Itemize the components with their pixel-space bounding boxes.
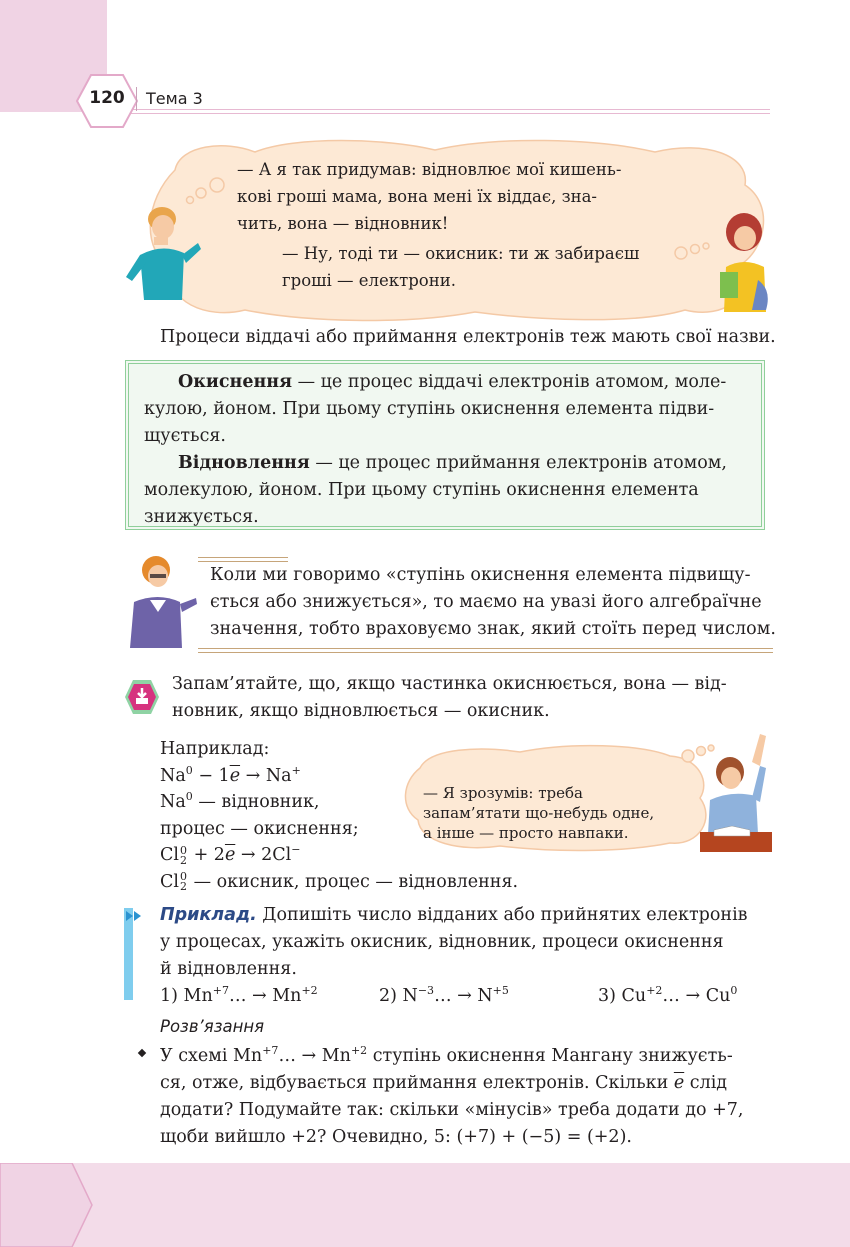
cl-role-line — [160, 869, 518, 896]
header-rule-2 — [100, 113, 770, 114]
na-symbol: Na — [160, 765, 186, 786]
na-plus-charge: + — [291, 763, 301, 777]
boy-illustration — [122, 205, 202, 305]
header-divider — [136, 87, 137, 111]
reduction-text: знижується. — [144, 507, 259, 527]
teacher-note-bottom-rule — [198, 648, 773, 649]
solution-line: додати? Подумайте так: скільки «мінусів» треба додати до +7, — [160, 1100, 744, 1120]
girl-speech-line: гроші — електрони. — [282, 271, 456, 290]
item-number: 1) — [160, 986, 184, 1006]
cl-index: 2 — [180, 880, 187, 893]
na-symbol: Na — [160, 792, 186, 812]
girl-illustration — [718, 212, 770, 312]
cl-charge: 0 — [180, 843, 187, 857]
element-symbol: Cu — [621, 986, 647, 1006]
student-speech-line: а інше — просто навпаки. — [423, 824, 629, 842]
dots-arrow: … → — [278, 1046, 322, 1066]
element-symbol: Mn — [321, 1046, 351, 1066]
topic-label: Тема 3 — [146, 89, 203, 108]
remember-text — [172, 671, 727, 725]
element-symbol: Mn — [183, 986, 213, 1006]
task-line: Допишіть число відданих або прийнятих електронів — [256, 905, 748, 925]
plus-two: + 2 — [188, 845, 225, 865]
girl-speech — [282, 240, 639, 294]
teacher-note-bottom-rule-2 — [198, 652, 773, 653]
element-symbol: Mn — [233, 1046, 263, 1066]
cl-minus-charge: − — [291, 843, 301, 856]
task-title: Приклад. — [160, 905, 257, 925]
element-symbol: Cu — [705, 986, 731, 1006]
boy-speech-line: кові гроші мама, вона мені їх віддає, зна- — [237, 187, 598, 206]
item-number: 2) — [379, 986, 403, 1006]
na-role: — відновник, — [192, 792, 320, 812]
oxidation-state: −3 — [417, 984, 435, 997]
student-speech-line: запам’ятати що-небудь одне, — [423, 804, 655, 822]
task-item-2 — [379, 983, 509, 1010]
bottom-band — [0, 1163, 850, 1247]
reduction-term: Відновлення — [178, 453, 310, 473]
teacher-note-rule — [198, 557, 288, 558]
cl-role: — окисник, процес — відновлення. — [188, 871, 519, 892]
oxidation-text: щується. — [144, 426, 226, 446]
student-speech-line: — Я зрозумів: треба — [423, 784, 583, 802]
electron-symbol: $\overline{e}$ — [229, 765, 241, 786]
solution-text — [160, 1043, 743, 1151]
oxidation-state: +5 — [492, 984, 509, 997]
example-label: Наприклад: — [160, 739, 270, 759]
na-charge: 0 — [185, 763, 193, 777]
definitions-text — [144, 369, 752, 531]
girl-speech-line: — Ну, тоді ти — окисник: ти ж забираєш — [282, 244, 640, 263]
teacher-note-line: Коли ми говоримо «ступінь окиснення елемента підвищу- — [210, 565, 751, 585]
dots-arrow: … → — [228, 986, 273, 1006]
electron-symbol: $\overline{e}$ — [224, 845, 236, 865]
play-arrows-icon — [124, 909, 146, 923]
oxidation-state: 0 — [730, 984, 738, 997]
task-item-1 — [160, 983, 318, 1010]
cl-charge: 0 — [180, 870, 187, 883]
oxidation-state: +2 — [301, 984, 318, 997]
solution-text: ступінь окиснення Мангану знижуєть- — [367, 1046, 733, 1066]
element-symbol: Mn — [272, 986, 302, 1006]
element-symbol: N — [402, 986, 418, 1006]
oxidation-term: Окиснення — [178, 372, 293, 392]
cl-symbol: Cl — [160, 845, 179, 865]
task-item-3 — [598, 983, 737, 1010]
remember-icon — [124, 678, 160, 716]
dots-arrow: … → — [434, 986, 478, 1006]
solution-text: слід — [684, 1073, 728, 1093]
boy-speech-line: чить, вона — відновник! — [237, 214, 449, 233]
oxidation-state: +2 — [646, 984, 663, 997]
student-illustration — [700, 732, 772, 854]
task-line: й відновлення. — [160, 959, 297, 979]
teacher-note-line: значення, тобто враховуємо знак, який стоїть перед числом. — [210, 619, 776, 639]
reduction-text: — це процес приймання електронів атомом, — [309, 453, 727, 473]
oxidation-state: +7 — [212, 984, 229, 997]
arrow-2cl: → 2Cl — [235, 845, 292, 865]
cl-symbol: Cl — [160, 871, 179, 892]
item-number: 3) — [598, 986, 622, 1006]
electron-symbol: $\overline{e}$ — [673, 1073, 685, 1093]
boy-speech-line: — А я так придумав: відновлює мої кишень- — [237, 160, 622, 179]
oxidation-text: — це процес віддачі електронів атомом, моле- — [292, 372, 727, 392]
teacher-note — [210, 562, 776, 643]
solution-text: ся, отже, відбувається приймання електронів. Скільки — [160, 1073, 674, 1093]
cl-index: 2 — [180, 853, 187, 867]
teacher-illustration — [120, 552, 200, 652]
task-block — [160, 902, 748, 983]
solution-text: У схемі — [160, 1046, 234, 1066]
remember-line: новник, якщо відновлюється — окисник. — [172, 701, 550, 721]
bottom-left-tab — [0, 1163, 95, 1247]
reaction-arrow: → — [240, 765, 266, 786]
solution-title: Розв’язання — [160, 1017, 265, 1036]
oxidation-text: кулою, йоном. При цьому ступінь окиснення елемента підви- — [144, 399, 715, 419]
teacher-note-line: ється або знижується», то маємо на увазі його алгебраїчне — [210, 592, 762, 612]
na-symbol: Na — [265, 765, 292, 786]
boy-speech — [237, 156, 621, 237]
intro-line: Процеси віддачі або приймання електронів теж мають свої назви. — [160, 327, 776, 347]
task-line: у процесах, укажіть окисник, відновник, процеси окиснення — [160, 932, 724, 952]
oxidation-state: +7 — [262, 1044, 279, 1057]
element-symbol: N — [477, 986, 493, 1006]
solution-line: щоби вийшло +2? Очевидно, 5: (+7) + (−5) = (+2). — [160, 1127, 632, 1147]
bullet-icon — [138, 1049, 146, 1057]
minus-one: − 1 — [192, 765, 230, 786]
reduction-text: молекулою, йоном. При цьому ступінь окиснення елемента — [144, 480, 699, 500]
student-speech — [423, 783, 654, 843]
header-rule — [100, 109, 770, 110]
remember-line: Запам’ятайте, що, якщо частинка окиснюється, вона — від- — [172, 674, 727, 694]
process-oxidation: процес — окиснення; — [160, 818, 359, 839]
oxidation-state: +2 — [350, 1044, 368, 1057]
dots-arrow: … → — [662, 986, 706, 1006]
page-number: 120 — [89, 88, 125, 108]
na-charge: 0 — [185, 790, 193, 803]
